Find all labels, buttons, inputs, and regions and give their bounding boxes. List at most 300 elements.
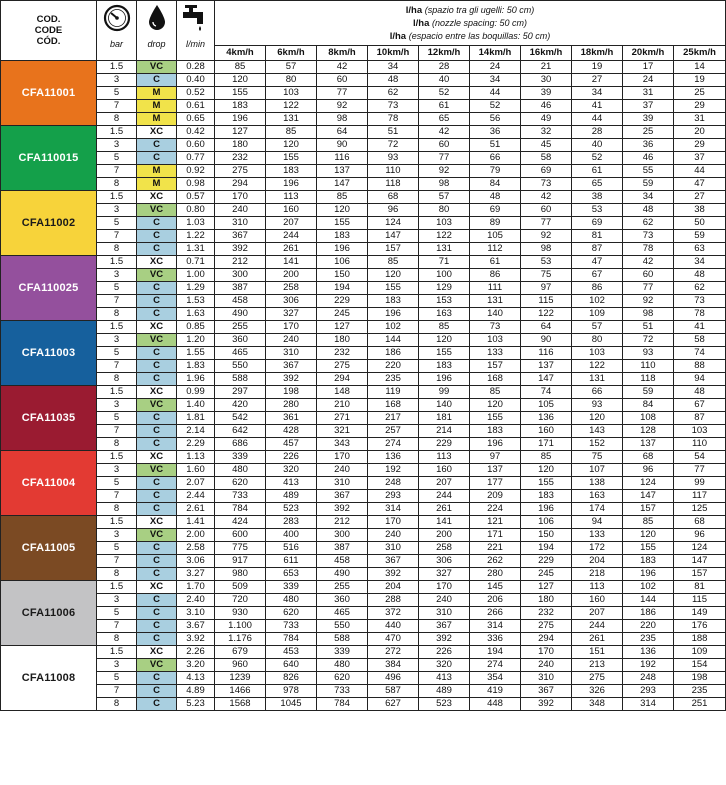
- pressure-value: 5: [97, 87, 137, 100]
- lha-value: 314: [470, 620, 521, 633]
- lha-value: 44: [470, 87, 521, 100]
- lha-value: 480: [317, 659, 368, 672]
- lha-value: 226: [266, 451, 317, 464]
- nozzle-code: CFA11008: [1, 646, 97, 711]
- table-row: [1, 321, 726, 334]
- lha-value: 103: [266, 87, 317, 100]
- lha-value: 310: [266, 347, 317, 360]
- lha-value: 458: [215, 295, 266, 308]
- lha-value: 320: [419, 659, 470, 672]
- lha-value: 120: [317, 204, 368, 217]
- lha-value: 367: [419, 620, 470, 633]
- lha-value: 348: [572, 698, 623, 711]
- lha-value: 720: [215, 594, 266, 607]
- lha-value: 209: [470, 490, 521, 503]
- lha-value: 116: [521, 347, 572, 360]
- lha-value: 42: [623, 256, 674, 269]
- drop-class: M: [137, 178, 177, 191]
- lha-value: 57: [266, 61, 317, 74]
- lha-value: 310: [419, 607, 470, 620]
- table-body: [1, 61, 726, 711]
- table-row: [1, 191, 726, 204]
- lha-value: 198: [674, 672, 726, 685]
- table-row: [1, 334, 726, 347]
- pressure-value: 3: [97, 139, 137, 152]
- drop-class: VC: [137, 334, 177, 347]
- lha-value: 143: [572, 425, 623, 438]
- table-row: [1, 594, 726, 607]
- lha-value: 73: [368, 100, 419, 113]
- lha-value: 387: [215, 282, 266, 295]
- lha-value: 171: [470, 529, 521, 542]
- lha-value: 367: [521, 685, 572, 698]
- drop-class: M: [137, 113, 177, 126]
- table-row: [1, 87, 726, 100]
- pressure-value: 5: [97, 607, 137, 620]
- drop-class: C: [137, 412, 177, 425]
- lha-value: 19: [674, 74, 726, 87]
- drop-class: C: [137, 373, 177, 386]
- lha-value: 244: [572, 620, 623, 633]
- lha-value: 157: [470, 360, 521, 373]
- table-row: [1, 412, 726, 425]
- flow-value: 0.71: [177, 256, 215, 269]
- table-row: [1, 256, 726, 269]
- lha-value: 96: [623, 464, 674, 477]
- speed-header: 10km/h: [368, 46, 419, 61]
- lha-value: 188: [674, 633, 726, 646]
- lha-value: 98: [317, 113, 368, 126]
- lha-value: 174: [572, 503, 623, 516]
- lha-value: 400: [266, 529, 317, 542]
- pressure-value: 3: [97, 399, 137, 412]
- lha-value: 155: [368, 282, 419, 295]
- lha-value: 127: [521, 581, 572, 594]
- flow-value: 2.26: [177, 646, 215, 659]
- table-row: [1, 633, 726, 646]
- lha-value: 163: [572, 490, 623, 503]
- lha-value: 17: [623, 61, 674, 74]
- lha-value: 1.100: [215, 620, 266, 633]
- flow-value: 0.85: [177, 321, 215, 334]
- lha-value: 496: [368, 672, 419, 685]
- lha-value: 196: [470, 438, 521, 451]
- lha-value: 137: [623, 438, 674, 451]
- lha-value: 343: [317, 438, 368, 451]
- lha-value: 96: [368, 204, 419, 217]
- drop-class: C: [137, 438, 177, 451]
- lha-value: 92: [317, 100, 368, 113]
- lha-value: 113: [266, 191, 317, 204]
- lha-value: 93: [368, 152, 419, 165]
- table-row: [1, 126, 726, 139]
- lha-value: 127: [317, 321, 368, 334]
- lha-value: 102: [368, 321, 419, 334]
- speed-header: 16km/h: [521, 46, 572, 61]
- drop-class: C: [137, 633, 177, 646]
- pressure-value: 8: [97, 503, 137, 516]
- lha-value: 48: [623, 204, 674, 217]
- lha-value: 465: [215, 347, 266, 360]
- lha-value: 80: [419, 204, 470, 217]
- nozzle-code: CFA11005: [1, 516, 97, 581]
- lha-value: 24: [623, 74, 674, 87]
- lha-value: 60: [419, 139, 470, 152]
- drop-class: C: [137, 347, 177, 360]
- flow-value: 1.81: [177, 412, 215, 425]
- flow-value: 1.96: [177, 373, 215, 386]
- lha-value: 214: [419, 425, 470, 438]
- lha-value: 157: [674, 568, 726, 581]
- drop-class: VC: [137, 464, 177, 477]
- lha-value: 118: [623, 373, 674, 386]
- pressure-value: 7: [97, 490, 137, 503]
- lha-value: 257: [368, 425, 419, 438]
- speed-header: 12km/h: [419, 46, 470, 61]
- drop-class: C: [137, 425, 177, 438]
- lha-value: 105: [521, 399, 572, 412]
- drop-class: C: [137, 295, 177, 308]
- lha-value: 87: [674, 412, 726, 425]
- flow-value: 3.92: [177, 633, 215, 646]
- nozzle-code: CFA110015: [1, 126, 97, 191]
- flow-value: 3.06: [177, 555, 215, 568]
- lha-value: 136: [623, 646, 674, 659]
- lha-value: 44: [572, 113, 623, 126]
- lha-value: 200: [419, 529, 470, 542]
- lha-value: 339: [215, 451, 266, 464]
- lha-value: 248: [623, 672, 674, 685]
- lha-value: 155: [470, 412, 521, 425]
- lha-value: 588: [317, 633, 368, 646]
- drop-class: XC: [137, 191, 177, 204]
- table-row: [1, 243, 726, 256]
- lha-value: 84: [623, 399, 674, 412]
- table-row: [1, 685, 726, 698]
- lha-value: 204: [368, 581, 419, 594]
- pressure-value: 1.5: [97, 516, 137, 529]
- lha-value: 294: [521, 633, 572, 646]
- pressure-value: 1.5: [97, 451, 137, 464]
- lha-value: 217: [368, 412, 419, 425]
- lha-value: 155: [419, 347, 470, 360]
- pressure-value: 3: [97, 74, 137, 87]
- drop-class: XC: [137, 581, 177, 594]
- lha-value: 775: [215, 542, 266, 555]
- lha-value: 30: [521, 74, 572, 87]
- pressure-value: 8: [97, 438, 137, 451]
- lha-value: 339: [317, 646, 368, 659]
- lha-value: 47: [674, 178, 726, 191]
- lha-value: 480: [215, 464, 266, 477]
- pressure-value: 7: [97, 360, 137, 373]
- table-row: [1, 672, 726, 685]
- lha-value: 14: [674, 61, 726, 74]
- lha-value: 62: [623, 217, 674, 230]
- table-row: [1, 698, 726, 711]
- lha-value: 39: [521, 87, 572, 100]
- tap-icon: [181, 4, 211, 32]
- flow-value: 2.58: [177, 542, 215, 555]
- lha-value: 784: [266, 633, 317, 646]
- lha-value: 147: [521, 373, 572, 386]
- lha-value: 73: [470, 321, 521, 334]
- flow-value: 1.60: [177, 464, 215, 477]
- lha-value: 48: [674, 386, 726, 399]
- lha-value: 61: [470, 256, 521, 269]
- lha-value: 131: [419, 243, 470, 256]
- lha-value: 251: [674, 698, 726, 711]
- lha-value: 40: [419, 74, 470, 87]
- lha-value: 392: [419, 633, 470, 646]
- lha-value: 306: [266, 295, 317, 308]
- lha-value: 94: [674, 373, 726, 386]
- drop-label: drop: [147, 39, 166, 49]
- lha-value: 168: [470, 373, 521, 386]
- lha-value: 157: [368, 243, 419, 256]
- lha-value: 37: [623, 100, 674, 113]
- lha-value: 523: [419, 698, 470, 711]
- lha-value: 255: [317, 581, 368, 594]
- lha-value: 420: [215, 399, 266, 412]
- lha-value: 110: [623, 360, 674, 373]
- lha-value: 470: [368, 633, 419, 646]
- lha-value: 516: [266, 542, 317, 555]
- lha-value: 336: [470, 633, 521, 646]
- pressure-value: 3: [97, 269, 137, 282]
- pressure-value: 1.5: [97, 646, 137, 659]
- lha-value: 110: [368, 165, 419, 178]
- lha-value: 181: [419, 412, 470, 425]
- lha-value: 212: [215, 256, 266, 269]
- lha-value: 48: [368, 74, 419, 87]
- flow-value: 1.83: [177, 360, 215, 373]
- lha-value: 115: [674, 594, 726, 607]
- pressure-value: 7: [97, 620, 137, 633]
- flow-value: 0.61: [177, 100, 215, 113]
- drop-class: M: [137, 100, 177, 113]
- flow-value: 3.10: [177, 607, 215, 620]
- lha-value: 98: [521, 243, 572, 256]
- lha-value: 42: [317, 61, 368, 74]
- lha-value: 120: [419, 334, 470, 347]
- lha-value: 42: [521, 191, 572, 204]
- lha-value: 136: [368, 451, 419, 464]
- lha-value: 34: [674, 256, 726, 269]
- flow-value: 1.00: [177, 269, 215, 282]
- lha-value: 99: [419, 386, 470, 399]
- lha-value: 200: [266, 269, 317, 282]
- lha-value: 118: [368, 178, 419, 191]
- lha-value: 288: [368, 594, 419, 607]
- table-row: [1, 555, 726, 568]
- lha-value: 419: [470, 685, 521, 698]
- drop-class: M: [137, 87, 177, 100]
- lha-value: 207: [419, 477, 470, 490]
- lha-value: 155: [266, 152, 317, 165]
- lha-value: 274: [470, 659, 521, 672]
- lha-value: 272: [368, 646, 419, 659]
- lha-value: 293: [368, 490, 419, 503]
- lha-value: 37: [674, 152, 726, 165]
- lha-value: 212: [317, 516, 368, 529]
- lha-value: 127: [215, 126, 266, 139]
- flow-value: 1.63: [177, 308, 215, 321]
- lha-value: 183: [266, 165, 317, 178]
- lha-value: 120: [266, 139, 317, 152]
- lha-value: 144: [623, 594, 674, 607]
- table-row: [1, 100, 726, 113]
- flow-value: 0.60: [177, 139, 215, 152]
- lha-value: 170: [317, 451, 368, 464]
- lha-value: 145: [470, 581, 521, 594]
- lha-value: 152: [572, 438, 623, 451]
- lha-value: 155: [317, 217, 368, 230]
- flow-value: 0.77: [177, 152, 215, 165]
- drop-class: C: [137, 477, 177, 490]
- lha-value: 79: [470, 165, 521, 178]
- lha-value: 154: [674, 659, 726, 672]
- pressure-value: 5: [97, 477, 137, 490]
- lha-value: 106: [317, 256, 368, 269]
- lha-value: 107: [572, 464, 623, 477]
- lha-value: 361: [266, 412, 317, 425]
- lha-value: 155: [215, 87, 266, 100]
- table-row: [1, 477, 726, 490]
- table-row: [1, 373, 726, 386]
- flow-value: 1.29: [177, 282, 215, 295]
- lha-value: 160: [521, 425, 572, 438]
- lha-value: 120: [623, 529, 674, 542]
- lha-value: 310: [317, 477, 368, 490]
- lha-value: 275: [317, 360, 368, 373]
- lha-value: 183: [368, 295, 419, 308]
- lha-value: 57: [419, 191, 470, 204]
- flow-value: 0.42: [177, 126, 215, 139]
- lha-value: 148: [317, 386, 368, 399]
- flow-value: 1.53: [177, 295, 215, 308]
- pressure-value: 5: [97, 217, 137, 230]
- lha-value: 97: [470, 451, 521, 464]
- flow-value: 2.07: [177, 477, 215, 490]
- lha-value: 266: [470, 607, 521, 620]
- water-drop-icon: [147, 4, 167, 32]
- lha-value: 38: [572, 191, 623, 204]
- drop-class: C: [137, 230, 177, 243]
- lha-value: 120: [572, 412, 623, 425]
- drop-class: C: [137, 308, 177, 321]
- flow-value: 1.40: [177, 399, 215, 412]
- lha-value: 440: [368, 620, 419, 633]
- lha-value: 65: [419, 113, 470, 126]
- lha-value: 465: [317, 607, 368, 620]
- pressure-value: 5: [97, 282, 137, 295]
- lha-value: 68: [623, 451, 674, 464]
- lha-value: 232: [317, 347, 368, 360]
- table-row: [1, 308, 726, 321]
- lha-value: 81: [674, 581, 726, 594]
- lha-value: 51: [623, 321, 674, 334]
- lha-value: 85: [215, 61, 266, 74]
- table-row: [1, 607, 726, 620]
- drop-class: C: [137, 542, 177, 555]
- lha-value: 453: [266, 646, 317, 659]
- lha-value: 31: [623, 87, 674, 100]
- lha-value: 131: [572, 373, 623, 386]
- lha-value: 183: [521, 490, 572, 503]
- drop-class: VC: [137, 61, 177, 74]
- lha-value: 294: [317, 373, 368, 386]
- lha-value: 64: [521, 321, 572, 334]
- table-row: [1, 230, 726, 243]
- lha-value: 141: [419, 516, 470, 529]
- lha-value: 679: [215, 646, 266, 659]
- lha-value: 360: [215, 334, 266, 347]
- table-row: [1, 542, 726, 555]
- lha-value: 207: [572, 607, 623, 620]
- lha-value: 34: [470, 74, 521, 87]
- lha-value: 46: [521, 100, 572, 113]
- lha-value: 60: [623, 269, 674, 282]
- lha-value: 60: [521, 204, 572, 217]
- lha-value: 196: [521, 503, 572, 516]
- lha-value: 67: [674, 399, 726, 412]
- lha-value: 29: [674, 100, 726, 113]
- lha-value: 367: [368, 555, 419, 568]
- lha-value: 77: [521, 217, 572, 230]
- lha-value: 41: [572, 100, 623, 113]
- lha-value: 155: [521, 477, 572, 490]
- lha-value: 339: [266, 581, 317, 594]
- lha-value: 92: [521, 230, 572, 243]
- lha-value: 85: [317, 191, 368, 204]
- flow-value: 2.61: [177, 503, 215, 516]
- lha-value: 235: [674, 685, 726, 698]
- lha-value: 275: [521, 620, 572, 633]
- lha-value: 170: [368, 516, 419, 529]
- lha-value: 77: [674, 464, 726, 477]
- lha-value: 733: [317, 685, 368, 698]
- lha-value: 550: [215, 360, 266, 373]
- lha-value: 283: [266, 516, 317, 529]
- pressure-value: 7: [97, 230, 137, 243]
- lha-value: 122: [419, 230, 470, 243]
- table-row: [1, 152, 726, 165]
- lha-value: 413: [419, 672, 470, 685]
- lha-value: 151: [572, 646, 623, 659]
- lha-value: 392: [266, 373, 317, 386]
- lha-value: 207: [266, 217, 317, 230]
- lha-value: 106: [521, 516, 572, 529]
- lha-value: 115: [521, 295, 572, 308]
- drop-class: C: [137, 490, 177, 503]
- lha-value: 39: [623, 113, 674, 126]
- drop-class: C: [137, 139, 177, 152]
- lha-value: 147: [674, 555, 726, 568]
- lha-value: 960: [215, 659, 266, 672]
- lha-value: 310: [368, 542, 419, 555]
- lha-value: 96: [674, 529, 726, 542]
- pressure-value: 8: [97, 243, 137, 256]
- lha-value: 392: [521, 698, 572, 711]
- lha-value: 108: [623, 412, 674, 425]
- lha-value: 424: [215, 516, 266, 529]
- nozzle-code: CFA11006: [1, 581, 97, 646]
- flow-value: 5.23: [177, 698, 215, 711]
- lha-value: 50: [674, 217, 726, 230]
- lha-value: 245: [317, 308, 368, 321]
- drop-class: VC: [137, 204, 177, 217]
